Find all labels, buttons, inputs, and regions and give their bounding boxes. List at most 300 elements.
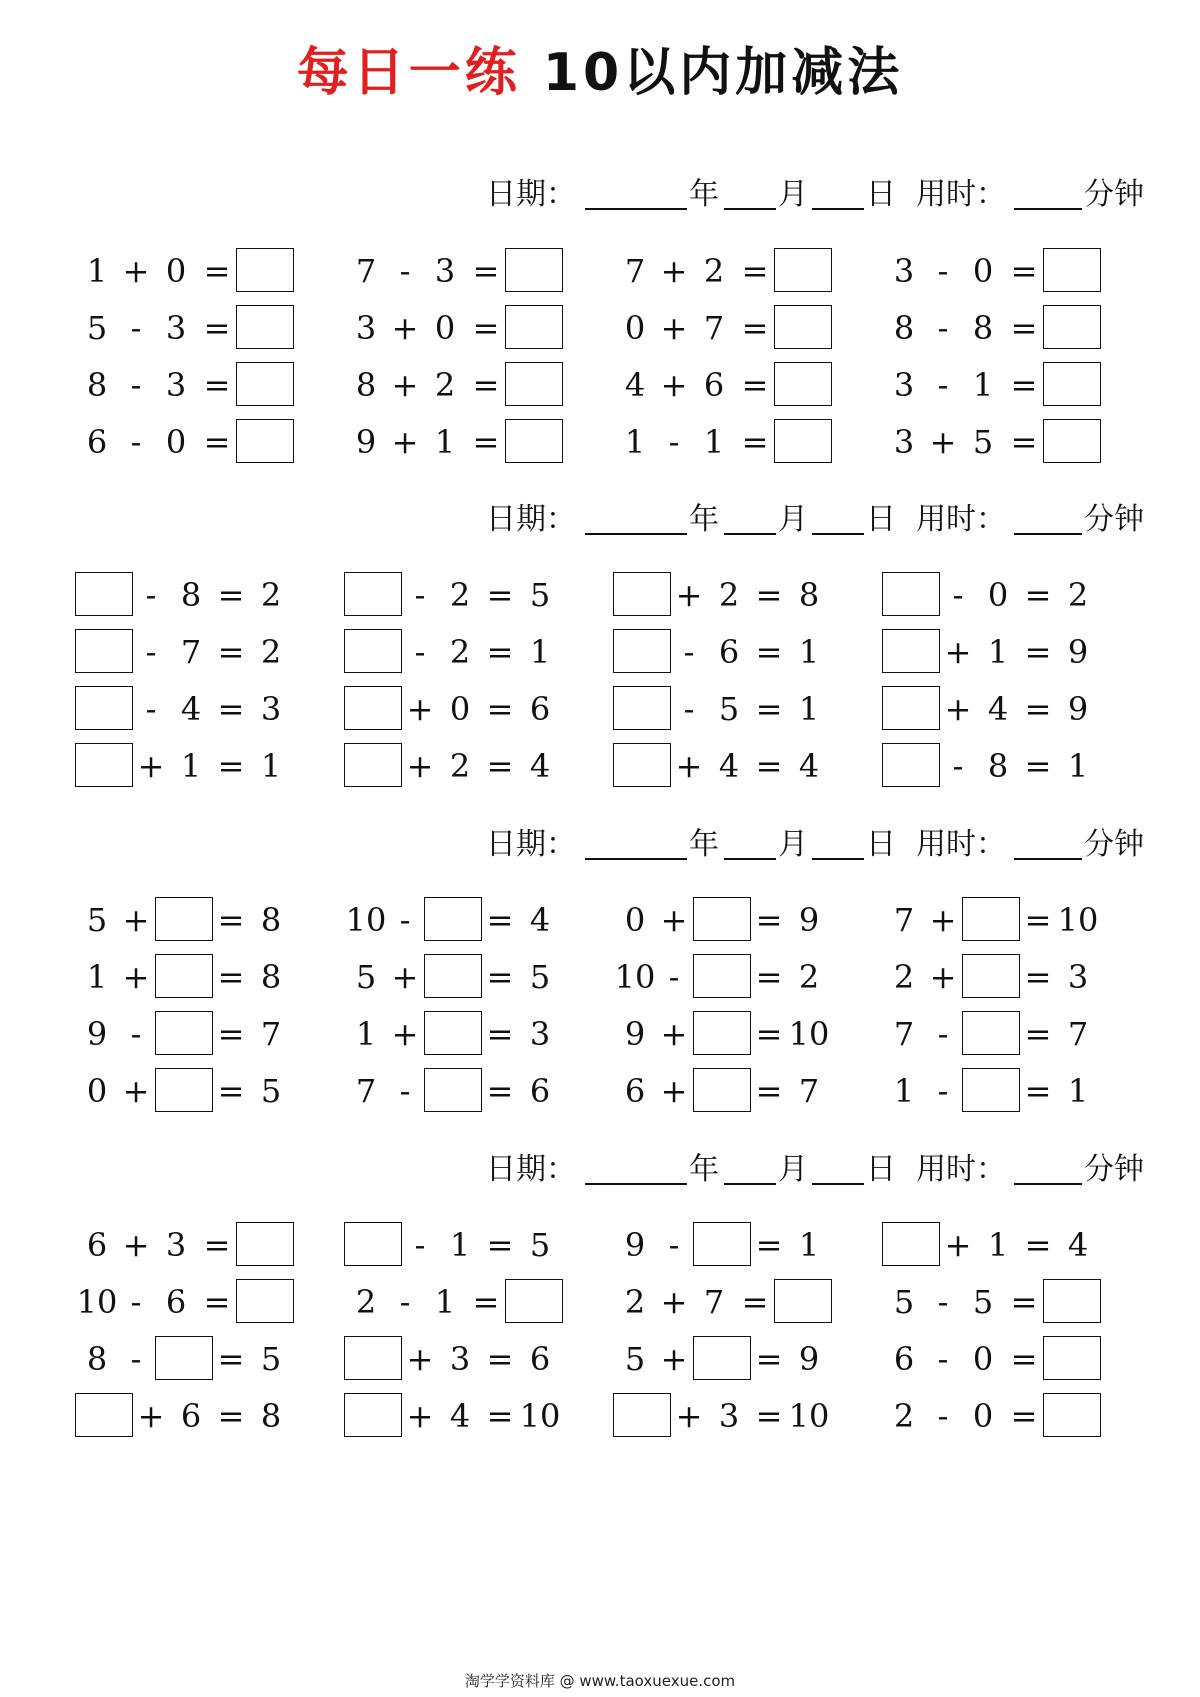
operator: - [683,690,695,728]
answer-box[interactable] [1043,305,1101,349]
operator: - [130,309,142,347]
number: 0 [86,1072,108,1110]
number: 3 [165,1226,187,1264]
number: 5 [529,576,551,614]
number: 9 [1067,633,1089,671]
equals-sign: = [1024,901,1052,939]
answer-box[interactable] [693,1222,751,1266]
answer-box[interactable] [424,897,482,941]
equation [613,1011,853,1057]
operator: + [406,747,434,785]
number: 1 [260,747,282,785]
answer-box[interactable] [774,248,832,292]
number: 6 [529,1340,551,1378]
equals-sign: = [1010,366,1038,404]
number: 3 [260,690,282,728]
answer-box[interactable] [75,629,133,673]
number: 4 [718,747,740,785]
operator: + [660,901,688,939]
answer-box[interactable] [774,1279,832,1323]
answer-box[interactable] [344,629,402,673]
equation [613,686,853,732]
equation [882,954,1122,1000]
operator: + [675,747,703,785]
number: 5 [260,1340,282,1378]
equals-sign: = [217,576,245,614]
number: 2 [1067,576,1089,614]
answer-box[interactable] [505,1279,563,1323]
answer-box[interactable] [962,897,1020,941]
number: 8 [798,576,820,614]
number: 3 [893,423,915,461]
equals-sign: = [217,1015,245,1053]
equals-sign: = [203,252,231,290]
operator: + [660,366,688,404]
equation [613,897,853,943]
equals-sign: = [486,1397,514,1435]
time-label: 用时： [916,827,1006,862]
number: 7 [355,252,377,290]
equation [613,954,853,1000]
operator: + [929,901,957,939]
number: 6 [86,423,108,461]
number: 6 [165,1283,187,1321]
equals-sign: = [203,1226,231,1264]
day-label: 日 [866,827,896,862]
number: 1 [703,423,725,461]
month-label: 月 [778,177,808,212]
number: 6 [529,1072,551,1110]
answer-box[interactable] [344,1393,402,1437]
operator: + [122,1072,150,1110]
day-label: 日 [866,1152,896,1187]
number: 2 [718,576,740,614]
equals-sign: = [203,366,231,404]
number: 3 [449,1340,471,1378]
number: 6 [624,1072,646,1110]
answer-box[interactable] [882,743,940,787]
equals-sign: = [755,576,783,614]
equation [344,686,584,732]
month-blank[interactable] [724,533,776,535]
number: 0 [624,309,646,347]
operator: - [937,309,949,347]
equals-sign: = [472,309,500,347]
number: 5 [529,958,551,996]
number: 8 [987,747,1009,785]
equation [882,1222,1122,1268]
number: 10 [345,901,387,939]
answer-box[interactable] [344,743,402,787]
answer-box[interactable] [505,248,563,292]
number: 7 [798,1072,820,1110]
answer-box[interactable] [155,1336,213,1380]
equals-sign: = [755,633,783,671]
answer-box[interactable] [962,954,1020,998]
operator: + [122,958,150,996]
number: 2 [624,1283,646,1321]
month-label: 月 [778,827,808,862]
number: 1 [434,1283,456,1321]
day-blank[interactable] [812,858,864,860]
equals-sign: = [486,1226,514,1264]
answer-box[interactable] [155,1068,213,1112]
minutes-blank[interactable] [1014,208,1082,210]
equals-sign: = [755,1015,783,1053]
number: 0 [987,576,1009,614]
equals-sign: = [755,1072,783,1110]
answer-box[interactable] [613,1393,671,1437]
number: 5 [972,423,994,461]
equation [344,1393,584,1439]
equals-sign: = [1024,633,1052,671]
number: 1 [529,633,551,671]
number: 10 [519,1397,561,1435]
operator: - [952,576,964,614]
answer-box[interactable] [774,362,832,406]
equals-sign: = [203,1283,231,1321]
equation [344,419,584,465]
number: 3 [893,252,915,290]
equation [882,305,1122,351]
number: 1 [434,423,456,461]
answer-box[interactable] [962,1068,1020,1112]
answer-box[interactable] [693,954,751,998]
number: 6 [529,690,551,728]
equation [882,629,1122,675]
year-blank[interactable] [585,208,687,210]
answer-box[interactable] [882,572,940,616]
operator: - [937,1340,949,1378]
equals-sign: = [486,958,514,996]
equation [75,686,315,732]
answer-box[interactable] [236,248,294,292]
minutes-blank[interactable] [1014,1183,1082,1185]
time-label: 用时： [916,1152,1006,1187]
equation [882,1336,1122,1382]
operator: + [122,252,150,290]
answer-box[interactable] [344,1222,402,1266]
date-label: 日期： [486,1152,576,1187]
date-time-line [486,170,1156,220]
year-blank[interactable] [585,1183,687,1185]
answer-box[interactable] [1043,248,1101,292]
number: 5 [86,901,108,939]
operator: + [406,690,434,728]
answer-box[interactable] [1043,1336,1101,1380]
day-blank[interactable] [812,533,864,535]
equation [344,629,584,675]
answer-box[interactable] [1043,1279,1101,1323]
answer-box[interactable] [613,743,671,787]
number: 7 [624,252,646,290]
minutes-label: 分钟 [1084,177,1144,212]
equation [613,629,853,675]
operator: - [937,1397,949,1435]
equation [75,954,315,1000]
equation [344,1336,584,1382]
year-label: 年 [689,177,719,212]
equals-sign: = [741,1283,769,1321]
operator: - [399,252,411,290]
equals-sign: = [217,1340,245,1378]
equation [882,572,1122,618]
equals-sign: = [217,1072,245,1110]
time-label: 用时： [916,502,1006,537]
day-blank[interactable] [812,208,864,210]
equals-sign: = [1024,747,1052,785]
equation [344,305,584,351]
equation [613,743,853,789]
answer-box[interactable] [505,419,563,463]
equation [344,897,584,943]
equals-sign: = [1024,958,1052,996]
number: 1 [624,423,646,461]
number: 8 [180,576,202,614]
day-label: 日 [866,502,896,537]
year-blank[interactable] [585,858,687,860]
number: 7 [180,633,202,671]
equals-sign: = [217,958,245,996]
equals-sign: = [486,633,514,671]
number: 1 [355,1015,377,1053]
operator: + [660,1072,688,1110]
number: 1 [987,1226,1009,1264]
equation [344,572,584,618]
operator: + [929,958,957,996]
operator: - [937,366,949,404]
equation [882,1068,1122,1114]
operator: - [130,1340,142,1378]
equation [75,248,315,294]
number: 9 [86,1015,108,1053]
equation [613,1336,853,1382]
equation [75,1279,315,1325]
answer-box[interactable] [236,419,294,463]
day-blank[interactable] [812,1183,864,1185]
equals-sign: = [1010,1283,1038,1321]
number: 4 [449,1397,471,1435]
equation [344,1279,584,1325]
date-time-line [486,820,1156,870]
answer-box[interactable] [774,305,832,349]
number: 0 [165,423,187,461]
equation [75,1068,315,1114]
minutes-blank[interactable] [1014,533,1082,535]
day-label: 日 [866,177,896,212]
operator: - [668,423,680,461]
equals-sign: = [486,1015,514,1053]
operator: - [130,423,142,461]
number: 7 [1067,1015,1089,1053]
equation [882,897,1122,943]
answer-box[interactable] [613,686,671,730]
equation [882,1279,1122,1325]
number: 3 [355,309,377,347]
answer-box[interactable] [155,897,213,941]
number: 9 [624,1015,646,1053]
month-label: 月 [778,1152,808,1187]
number: 8 [86,366,108,404]
equals-sign: = [486,901,514,939]
year-label: 年 [689,1152,719,1187]
answer-box[interactable] [236,305,294,349]
answer-box[interactable] [1043,1393,1101,1437]
equation [75,1393,315,1439]
answer-box[interactable] [505,305,563,349]
operator: + [660,252,688,290]
answer-box[interactable] [505,362,563,406]
equals-sign: = [741,252,769,290]
equals-sign: = [1010,423,1038,461]
operator: + [944,633,972,671]
number: 9 [798,1340,820,1378]
month-blank[interactable] [724,858,776,860]
number: 8 [260,901,282,939]
answer-box[interactable] [75,743,133,787]
equation [75,1336,315,1382]
number: 2 [260,576,282,614]
number: 7 [703,1283,725,1321]
number: 2 [703,252,725,290]
equation [613,1222,853,1268]
equation [882,686,1122,732]
operator: + [391,1015,419,1053]
number: 2 [434,366,456,404]
number: 1 [987,633,1009,671]
date-time-line [486,495,1156,545]
operator: - [937,252,949,290]
answer-box[interactable] [236,362,294,406]
equation [344,1068,584,1114]
answer-box[interactable] [344,1336,402,1380]
answer-box[interactable] [962,1011,1020,1055]
answer-box[interactable] [693,1011,751,1055]
answer-box[interactable] [882,686,940,730]
equals-sign: = [486,1072,514,1110]
number: 9 [624,1226,646,1264]
year-label: 年 [689,827,719,862]
equals-sign: = [755,747,783,785]
answer-box[interactable] [75,572,133,616]
operator: + [406,1397,434,1435]
equation [613,572,853,618]
number: 1 [449,1226,471,1264]
equals-sign: = [755,1226,783,1264]
equals-sign: = [755,958,783,996]
number: 5 [972,1283,994,1321]
answer-box[interactable] [155,1011,213,1055]
number: 1 [798,633,820,671]
date-label: 日期： [486,827,576,862]
equals-sign: = [217,747,245,785]
operator: + [675,576,703,614]
answer-box[interactable] [236,1279,294,1323]
answer-box[interactable] [693,1068,751,1112]
equation [613,305,853,351]
equation [613,1068,853,1114]
answer-box[interactable] [882,629,940,673]
number: 1 [86,252,108,290]
number: 0 [972,1397,994,1435]
answer-box[interactable] [236,1222,294,1266]
year-blank[interactable] [585,533,687,535]
answer-box[interactable] [155,954,213,998]
operator: + [944,690,972,728]
answer-box[interactable] [693,1336,751,1380]
title-red-part: 每日一练 [296,43,521,103]
number: 0 [972,1340,994,1378]
minutes-blank[interactable] [1014,858,1082,860]
operator: - [668,1226,680,1264]
answer-box[interactable] [882,1222,940,1266]
equals-sign: = [217,690,245,728]
number: 8 [893,309,915,347]
operator: + [660,309,688,347]
number: 4 [798,747,820,785]
date-label: 日期： [486,502,576,537]
answer-box[interactable] [1043,419,1101,463]
number: 1 [1067,747,1089,785]
answer-box[interactable] [693,897,751,941]
equals-sign: = [486,690,514,728]
operator: - [399,901,411,939]
equation [344,1011,584,1057]
number: 5 [86,309,108,347]
operator: + [391,423,419,461]
equation [613,362,853,408]
equals-sign: = [203,423,231,461]
number: 7 [893,1015,915,1053]
footer-watermark: 淘学学资料库 @ www.taoxuexue.com [464,1672,736,1690]
answer-box[interactable] [1043,362,1101,406]
answer-box[interactable] [75,1393,133,1437]
answer-box[interactable] [613,572,671,616]
number: 3 [893,366,915,404]
number: 6 [893,1340,915,1378]
equation [75,1222,315,1268]
equals-sign: = [755,690,783,728]
equation [882,1393,1122,1439]
operator: + [137,747,165,785]
operator: + [122,901,150,939]
number: 5 [893,1283,915,1321]
answer-box[interactable] [344,572,402,616]
equation [75,305,315,351]
answer-box[interactable] [344,686,402,730]
answer-box[interactable] [75,686,133,730]
month-blank[interactable] [724,1183,776,1185]
number: 1 [972,366,994,404]
number: 7 [355,1072,377,1110]
operator: - [414,633,426,671]
equals-sign: = [741,366,769,404]
answer-box[interactable] [613,629,671,673]
month-label: 月 [778,502,808,537]
equation [75,743,315,789]
answer-box[interactable] [774,419,832,463]
equation [75,362,315,408]
answer-box[interactable] [424,1068,482,1112]
equals-sign: = [755,901,783,939]
equation [344,248,584,294]
number: 3 [1067,958,1089,996]
answer-box[interactable] [424,954,482,998]
equals-sign: = [741,423,769,461]
month-blank[interactable] [724,208,776,210]
answer-box[interactable] [424,1011,482,1055]
title-black-part: 10以内加减法 [542,43,904,103]
